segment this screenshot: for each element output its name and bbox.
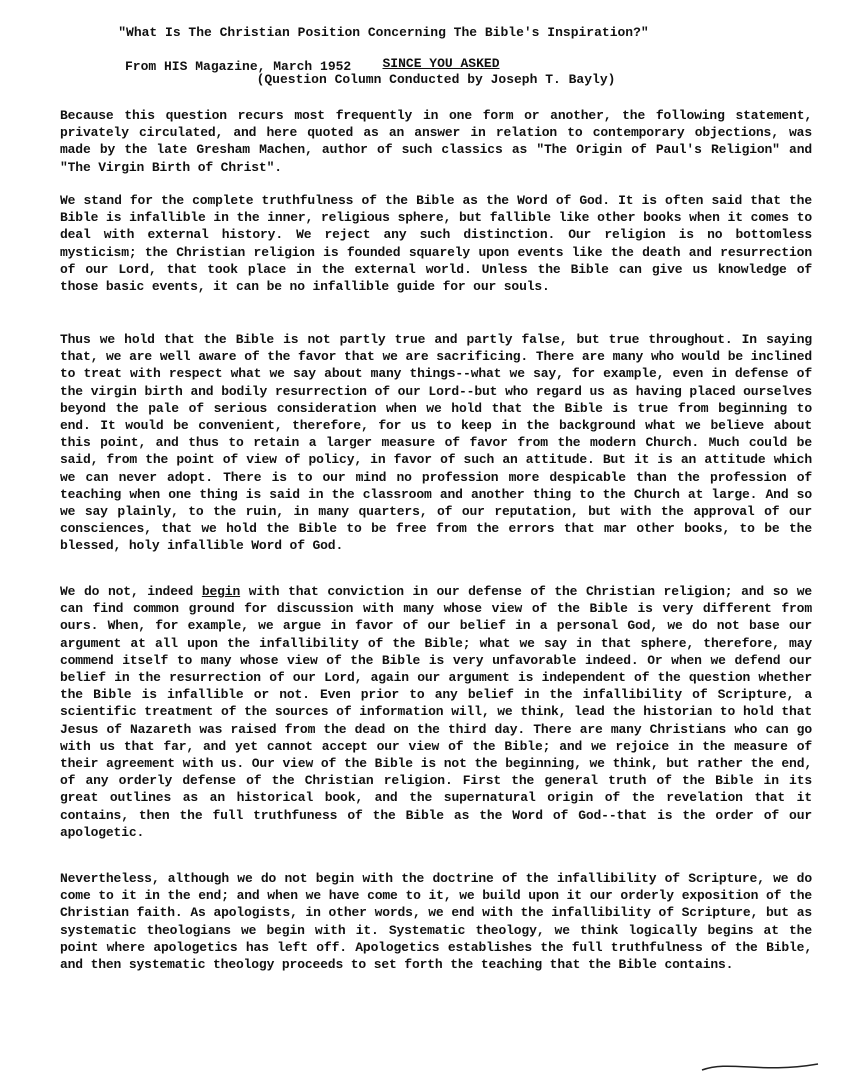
paragraph-complete-truthfulness: We stand for the complete truthfulness of the Bible as the Word of God. It is often said that the Bible is infallible in the inner, religious sphere, but fallible like other books when it comes to deal with external history. We reject any such distinction. Our religion is no bottomless mysticism; the Christian religion is founded squarely upon events like the death and resurrection of our Lord, that took place in the external world. Unless the Bible can give us knowledge of those basic events, it can be no infallible guide for our souls. — [60, 193, 812, 295]
paragraph-intro: Because this question recurs most frequently in one form or another, the following statement, privately circulated, and here quoted as an answer in relation to contemporary objections, was made by the late Gresham Machen, author of such classics as "The Origin of Paul's Religion" and "The Virgin Birth of Christ". — [60, 108, 812, 175]
paragraph-text-segment: We do not, indeed — [60, 584, 202, 599]
source-line: From HIS Magazine, March 1952 — [125, 59, 352, 74]
paragraph-common-ground — [60, 583, 812, 841]
column-title-block — [0, 56, 842, 88]
emphasized-word: begin — [201, 584, 241, 599]
column-title: SINCE YOU ASKED — [382, 56, 500, 71]
paragraph-text-segment: with that conviction in our defense of the Christian religion; and so we can find common ground for discussion with many whose view of the Bible is very different from ours. When, for example, we argue in favor of our belief in a personal God, we do not base our argument at all upon the infallibility of the Bible; what we say in that sphere, therefore, may commend itself to many whose view of the Bible is very unfavorable indeed. Or when we defend our belief in the resurrection of our Lord, again our argument is independent of the question whether the Bible is infallible or not. Even prior to any belief in the infallibility of Scripture, a scientific treatment of the sources of information will, we think, lead the historian to hold that Jesus of Nazareth was raised from the dead on the third day. There are many Christians who can go with us that far, and yet cannot accept our view of the Bible; and we rejoice in the measure of their agreement with us. Our view of the Bible is not the beginning, we think, but rather the end, of any orderly defense of the Christian religion. First the general truth of the Bible in its great outlines as an historical book, and the supernatural origin of the revelation that it contains, then the full truthfuness of the Bible as the Word of God--that is the order of our apologetic. — [60, 584, 812, 840]
column-subtitle: (Question Column Conducted by Joseph T. Bayly) — [256, 72, 616, 87]
pen-stroke-mark — [700, 1056, 820, 1076]
article-title-line: "What Is The Christian Position Concerning The Bible's Inspiration?" — [118, 25, 649, 40]
paragraph-true-throughout: Thus we hold that the Bible is not partly true and partly false, but true throughout. In saying that, we are well aware of the favor that we are sacrificing. There are many who would be inclined to treat with respect what we say about many things--what we say, for example, even in defense of the virgin birth and bodily resurrection of our Lord--but who regard us as having placed ourselves beyond the pale of serious consideration when we hold that the Bible is true from beginning to end. It would be convenient, therefore, for us to keep in the background what we believe about this point, and thus to retain a larger measure of favor from the modern Church. Much could be said, from the point of view of policy, in favor of such an attitude. But it is an attitude which we can never adopt. There is to our mind no profession more despicable than the profession of teaching when one thing is said in the classroom and another thing to the Church at large. And so we say plainly, to the ruin, in many quarters, of our reputation, but with the approval of our consciences, that we hold the Bible to be free from the errors that mar other books, to be the blessed, holy infallible Word of God. — [60, 332, 812, 554]
paragraph-nevertheless: Nevertheless, although we do not begin with the doctrine of the infallibility of Scripture, we do come to it in the end; and when we have come to it, we build upon it our orderly exposition of the Christian faith. As apologists, in other words, we end with the infallibility of Scripture, but as systematic theologians we begin with it. Systematic theology, we think logically begins at the point where apologetics has left off. Apologetics establishes the full truthfulness of the Bible, and then systematic theology proceeds to set forth the teaching that the Bible contains. — [60, 871, 812, 973]
